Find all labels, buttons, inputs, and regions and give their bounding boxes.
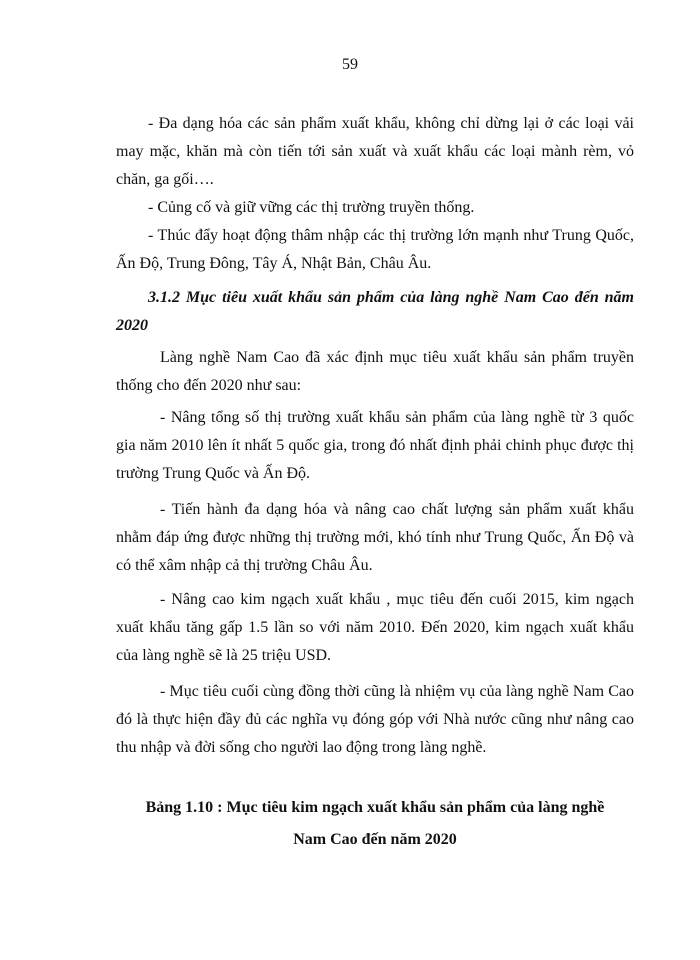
goal-1 bbox=[116, 404, 634, 488]
section-intro bbox=[116, 344, 634, 400]
goal-4 bbox=[116, 678, 634, 762]
goal-2 bbox=[116, 496, 634, 580]
bullet-penetrate: - Thúc đẩy hoạt động thâm nhập các thị trường lớn mạnh như Trung Quốc, Ấn Độ, Trung Đông, Tây Á, Nhật Bản, Châu Âu. bbox=[116, 227, 634, 272]
goal-3 bbox=[116, 586, 634, 670]
section-heading-text: 3.1.2 Mục tiêu xuất khẩu sản phẩm của làng nghề Nam Cao đến năm 2020 bbox=[116, 289, 634, 334]
page-number: 59 bbox=[342, 56, 358, 73]
table-caption-line2: Nam Cao đến năm 2020 bbox=[293, 831, 457, 848]
table-caption bbox=[116, 792, 634, 856]
intro-bullets bbox=[116, 110, 634, 278]
section-heading bbox=[116, 284, 634, 340]
bullet-diversify: - Đa dạng hóa các sản phẩm xuất khẩu, không chỉ dừng lại ở các loại vải may mặc, khăn mà còn tiến tới sản xuất và xuất khẩu các loại mành rèm, vỏ chăn, ga gối…. bbox=[116, 115, 634, 188]
goal-quality-text: - Tiến hành đa dạng hóa và nâng cao chất lượng sản phẩm xuất khẩu nhằm đáp ứng được những thị trường mới, khó tính như Trung Quốc, Ấn Độ và có thể xâm nhập cả thị trường Châu Âu. bbox=[116, 501, 634, 574]
goal-turnover-text: - Nâng cao kim ngạch xuất khẩu , mục tiêu đến cuối 2015, kim ngạch xuất khẩu tăng gấp 1.5 lần so với năm 2010. Đến 2020, kim ngạch xuất khẩu của làng nghề sẽ là 25 triệu USD. bbox=[116, 591, 634, 664]
section-intro-text: Làng nghề Nam Cao đã xác định mục tiêu xuất khẩu sản phẩm truyền thống cho đến 2020 như sau: bbox=[116, 349, 634, 394]
table-caption-line1: Bảng 1.10 : Mục tiêu kim ngạch xuất khẩu sản phẩm của làng nghề bbox=[145, 799, 605, 816]
bullet-consolidate: - Củng cố và giữ vững các thị trường truyền thống. bbox=[148, 199, 475, 216]
goal-obligations-text: - Mục tiêu cuối cùng đồng thời cũng là nhiệm vụ của làng nghề Nam Cao đó là thực hiện đầy đủ các nghĩa vụ đóng góp với Nhà nước cũng như nâng cao thu nhập và đời sống cho người lao động trong làng nghề. bbox=[116, 683, 634, 756]
goal-markets-text: - Nâng tổng số thị trường xuất khẩu sản phẩm của làng nghề từ 3 quốc gia năm 2010 lên ít nhất 5 quốc gia, trong đó nhất định phải chinh phục được thị trường Trung Quốc và Ấn Độ. bbox=[116, 409, 634, 482]
